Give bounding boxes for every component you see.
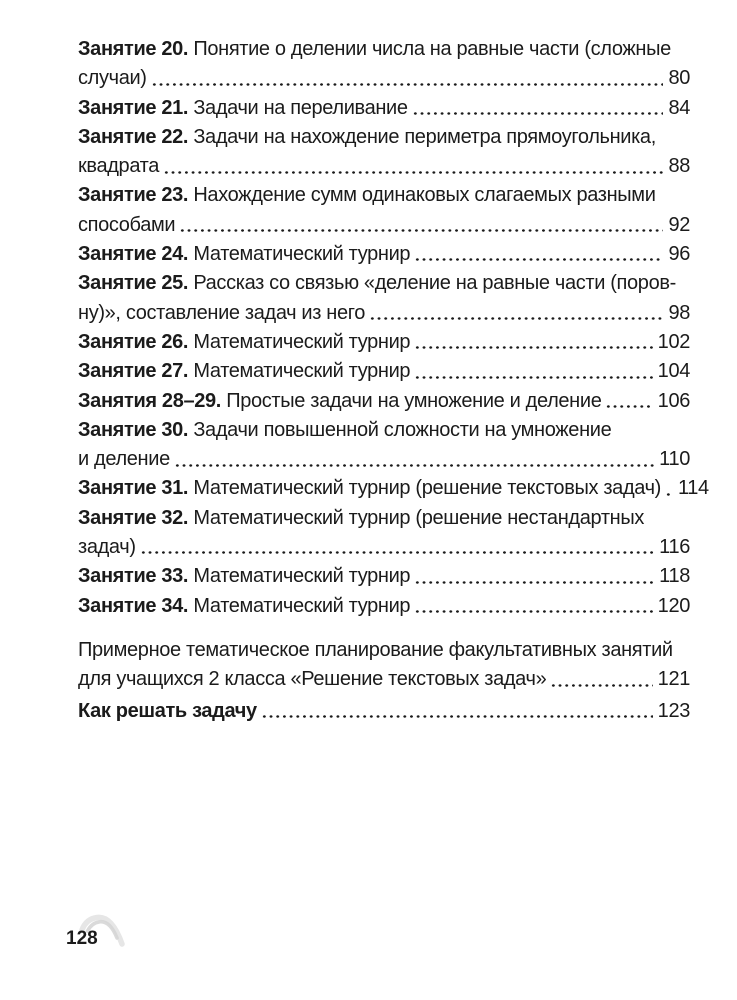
toc-entry-label: Занятия 28–29. bbox=[78, 389, 221, 412]
toc-entry bbox=[78, 474, 709, 503]
toc-page-number: 98 bbox=[668, 301, 690, 324]
toc-entry bbox=[78, 416, 690, 475]
dot-leader bbox=[414, 357, 652, 386]
toc-entry-last-line bbox=[78, 387, 690, 416]
toc-entry bbox=[78, 181, 690, 240]
toc-entry bbox=[78, 697, 690, 726]
toc-page-number: 104 bbox=[657, 360, 690, 383]
toc-entry-first-line: Примерное тематическое планирование факультативных занятий bbox=[78, 638, 673, 661]
toc-entry-text: Занятие 21. Задачи на переливание bbox=[78, 96, 408, 119]
toc-entry-text: Занятие 27. Математический турнир bbox=[78, 360, 411, 383]
toc-entry bbox=[78, 269, 690, 328]
toc-entry-last-line bbox=[78, 697, 690, 726]
toc-page-number: 96 bbox=[668, 243, 690, 266]
toc-list bbox=[78, 35, 709, 726]
toc-page-number: 116 bbox=[659, 536, 690, 559]
toc-entry-text: для учащихся 2 класса «Решение текстовых задач» bbox=[78, 668, 547, 691]
toc-entry-last-line bbox=[78, 152, 690, 181]
dot-leader bbox=[261, 697, 653, 726]
toc-page-number: 121 bbox=[657, 668, 690, 691]
toc-entry-first-line: Занятие 23. Нахождение сумм одинаковых слагаемых разными bbox=[78, 184, 656, 207]
toc-entry-last-line bbox=[78, 240, 690, 269]
toc-entry-text: Занятие 26. Математический турнир bbox=[78, 330, 411, 353]
dot-leader bbox=[414, 562, 654, 591]
toc-entry-first-line: Занятие 25. Рассказ со связью «деление на равные части (поров- bbox=[78, 272, 676, 295]
toc-entry-last-line bbox=[78, 299, 690, 328]
dot-leader bbox=[414, 592, 652, 621]
toc-entry-label: Занятие 23. bbox=[78, 184, 189, 207]
toc-entry bbox=[78, 328, 690, 357]
toc-page-number: 123 bbox=[657, 699, 690, 722]
toc-entry-label: Занятие 27. bbox=[78, 360, 189, 383]
toc-entry-text: Занятия 28–29. Простые задачи на умножение и деление bbox=[78, 389, 602, 412]
toc-entry-last-line bbox=[78, 64, 690, 93]
toc-entry-label: Занятие 31. bbox=[78, 477, 189, 500]
dot-leader bbox=[179, 211, 663, 240]
dot-leader bbox=[163, 152, 663, 181]
toc-entry-last-line bbox=[78, 357, 690, 386]
toc-entry-text: способами bbox=[78, 213, 176, 236]
dot-leader bbox=[605, 387, 652, 416]
dot-leader bbox=[412, 94, 664, 123]
toc-entry-last-line bbox=[78, 94, 690, 123]
dot-leader bbox=[174, 445, 654, 474]
toc-entry-text: Занятие 31. Математический турнир (решение текстовых задач) bbox=[78, 477, 661, 500]
toc-entry-label: Занятие 21. bbox=[78, 96, 189, 119]
dot-leader bbox=[151, 64, 664, 93]
toc-entry-last-line bbox=[78, 474, 709, 503]
toc-entry-label: Занятие 30. bbox=[78, 418, 189, 441]
toc-entry bbox=[78, 123, 690, 182]
toc-entry-last-line bbox=[78, 533, 690, 562]
toc-page-number: 80 bbox=[668, 67, 690, 90]
toc-entry-text: Занятие 24. Математический турнир bbox=[78, 243, 411, 266]
toc-entry-label: Занятие 32. bbox=[78, 506, 189, 529]
toc-page-number: 120 bbox=[657, 594, 690, 617]
toc-entry bbox=[78, 636, 690, 695]
toc-entry bbox=[78, 240, 690, 269]
toc-entry-last-line bbox=[78, 592, 690, 621]
toc-entry-label: Занятие 26. bbox=[78, 330, 189, 353]
toc-entry-label: Занятие 24. bbox=[78, 243, 189, 266]
folio-page-number: 128 bbox=[66, 928, 98, 949]
toc-entry-label: Занятие 20. bbox=[78, 38, 189, 60]
toc-page-number: 106 bbox=[657, 389, 690, 412]
toc-entry-label: Как решать задачу bbox=[78, 699, 257, 722]
toc-entry-text bbox=[78, 697, 257, 726]
toc-page-number: 92 bbox=[668, 213, 690, 236]
toc-entry-label: Занятие 22. bbox=[78, 125, 189, 148]
toc-entry-label: Занятие 33. bbox=[78, 565, 189, 588]
dot-leader bbox=[550, 665, 652, 694]
dot-leader bbox=[414, 328, 652, 357]
toc-entry bbox=[78, 387, 690, 416]
toc-entry-text: квадрата bbox=[78, 155, 160, 178]
toc-entry-last-line bbox=[78, 211, 690, 240]
dot-leader bbox=[369, 299, 663, 328]
toc-page-number: 88 bbox=[668, 155, 690, 178]
toc-entry bbox=[78, 94, 690, 123]
toc-entry-first-line: Занятие 22. Задачи на нахождение периметра прямоугольника, bbox=[78, 125, 656, 148]
toc-entry bbox=[78, 35, 690, 94]
toc-entry bbox=[78, 504, 690, 563]
toc-entry-text: Занятие 33. Математический турнир bbox=[78, 565, 411, 588]
toc-page-number: 114 bbox=[678, 477, 709, 500]
toc-entry-last-line bbox=[78, 328, 690, 357]
toc-entry-first-line: Занятие 30. Задачи повышенной сложности на умножение bbox=[78, 418, 612, 441]
toc-entry-text: ну)», составление задач из него bbox=[78, 301, 366, 324]
toc-entry-text: Занятие 34. Математический турнир bbox=[78, 594, 411, 617]
toc-page-number: 102 bbox=[657, 330, 690, 353]
toc-entry-text: задач) bbox=[78, 536, 136, 559]
toc-entry-text: и деление bbox=[78, 448, 170, 471]
toc-entry-first-line: Занятие 20. Понятие о делении числа на равные части (сложные bbox=[78, 38, 671, 60]
toc-entry-last-line bbox=[78, 445, 690, 474]
toc-page-number: 110 bbox=[659, 448, 690, 471]
dot-leader bbox=[140, 533, 655, 562]
toc-page-number: 118 bbox=[659, 565, 690, 588]
toc-entry-last-line bbox=[78, 665, 690, 694]
toc-entry-first-line: Занятие 32. Математический турнир (решение нестандартных bbox=[78, 506, 644, 529]
dot-leader bbox=[665, 474, 673, 503]
toc-entry-text: случаи) bbox=[78, 67, 147, 90]
toc-entry bbox=[78, 562, 690, 591]
dot-leader bbox=[414, 240, 663, 269]
toc-page-number: 84 bbox=[668, 96, 690, 119]
toc-entry-label: Занятие 34. bbox=[78, 594, 189, 617]
toc-entry-last-line bbox=[78, 562, 690, 591]
toc-entry bbox=[78, 592, 690, 621]
toc-entry-label: Занятие 25. bbox=[78, 272, 189, 295]
toc-entry bbox=[78, 357, 690, 386]
